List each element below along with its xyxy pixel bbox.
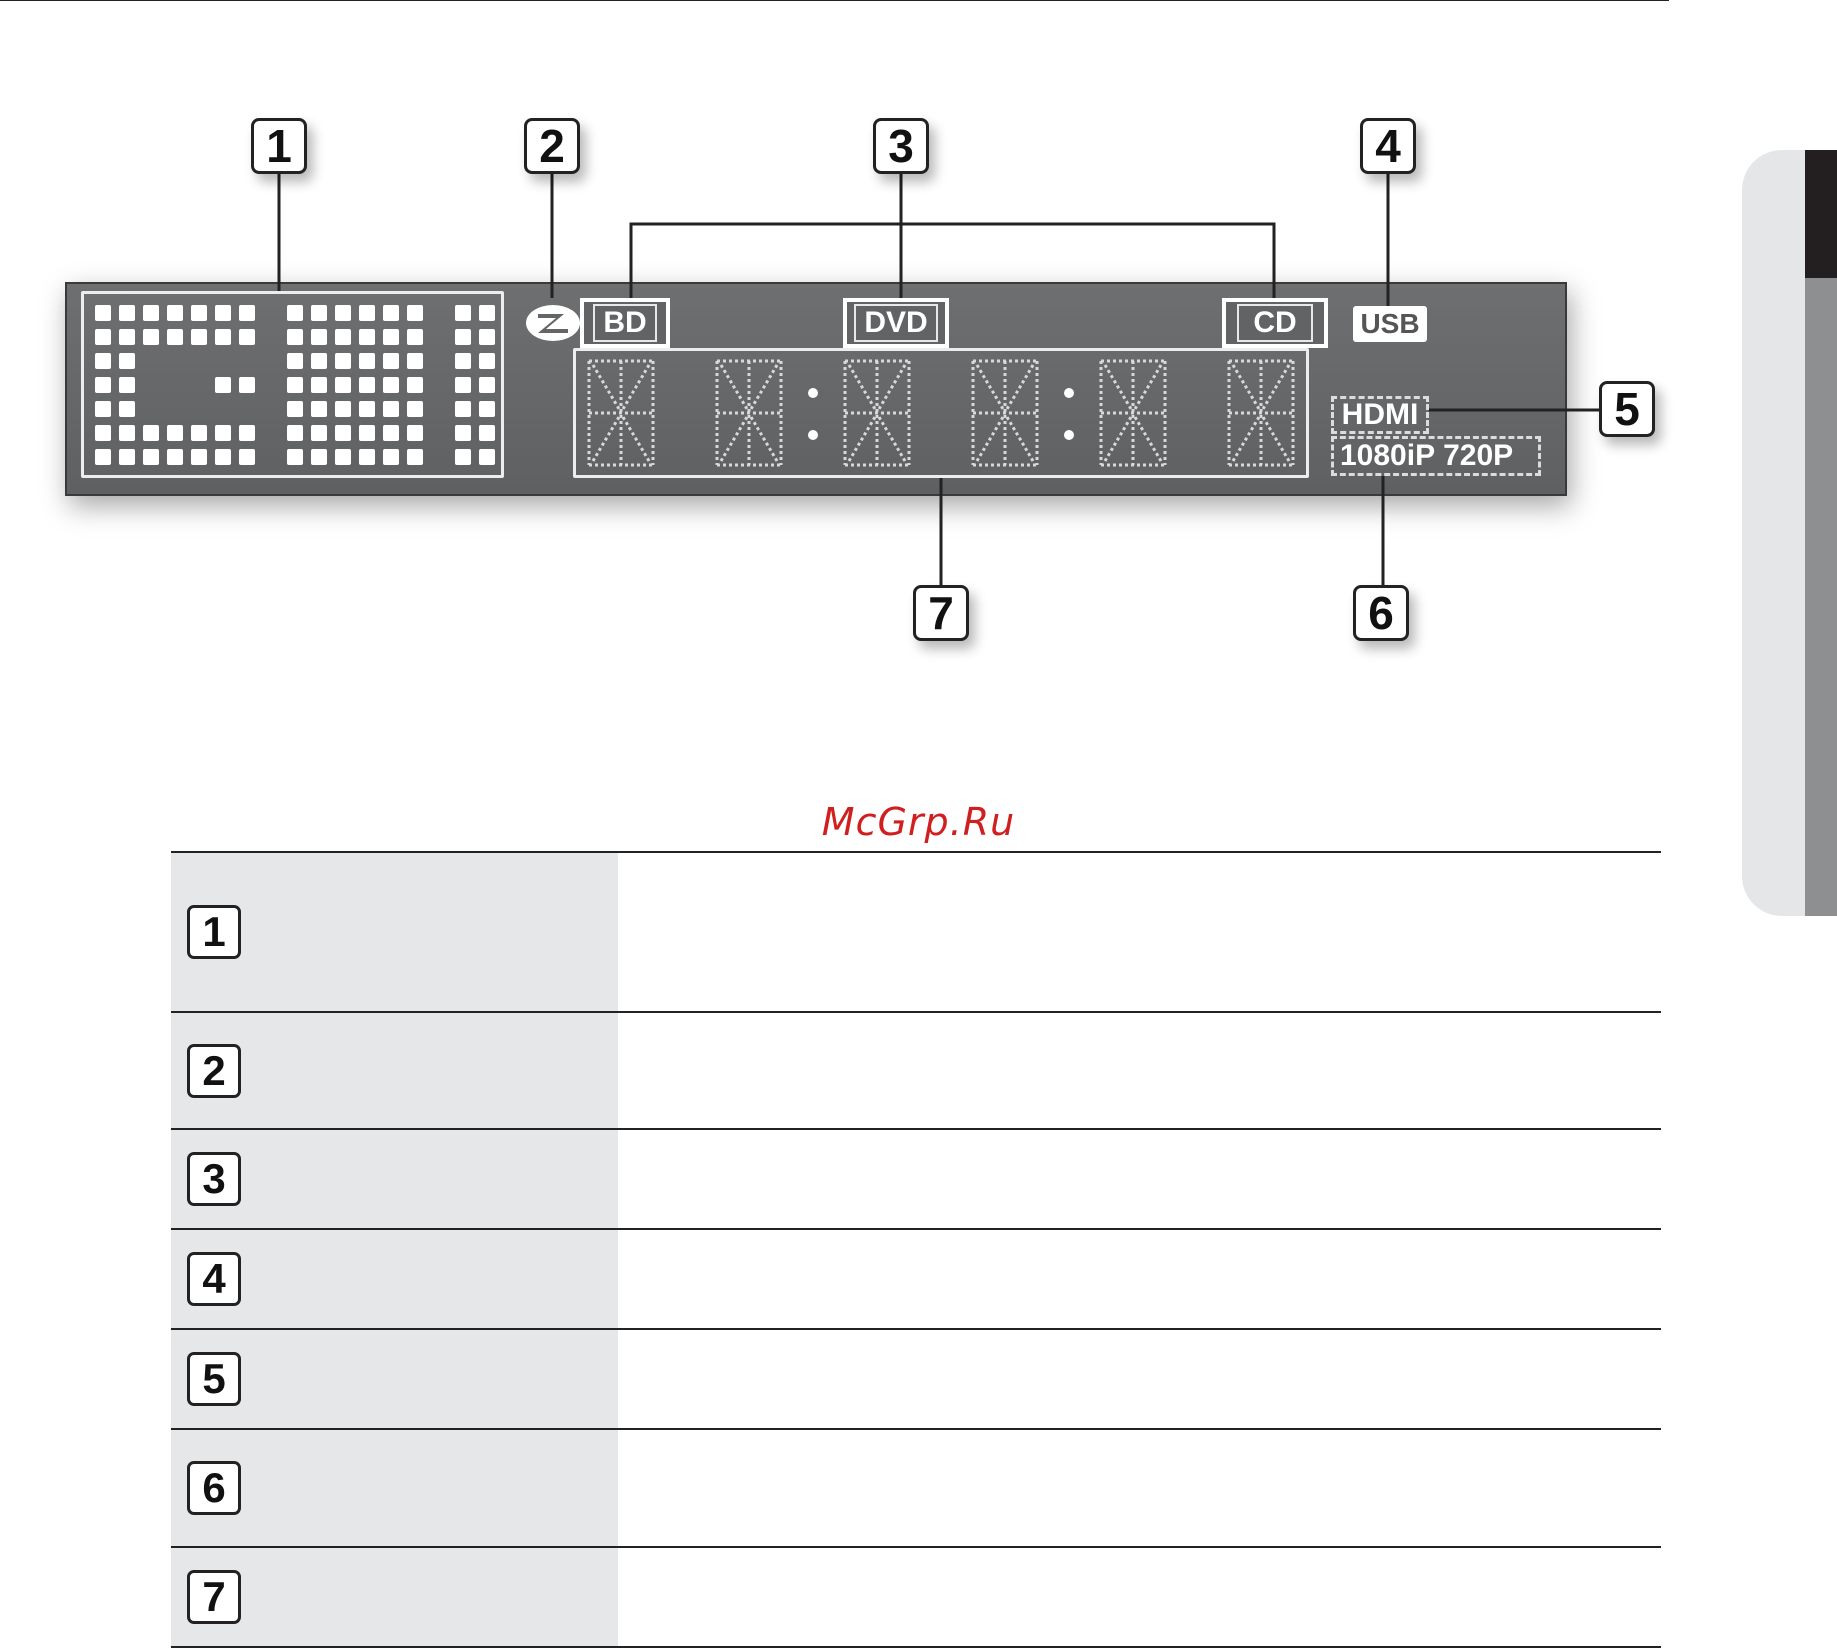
callout-3: 3 bbox=[873, 118, 929, 174]
table-row bbox=[171, 1430, 1661, 1548]
table-row bbox=[171, 1330, 1661, 1430]
callout-4: 4 bbox=[1360, 118, 1416, 174]
res-720-label: 720P bbox=[1443, 439, 1514, 472]
dvd-label: DVD bbox=[854, 304, 937, 342]
side-bar-marker bbox=[1805, 150, 1837, 278]
callout-7: 7 bbox=[913, 585, 969, 641]
table-key-cell bbox=[171, 1548, 618, 1646]
bd-indicator bbox=[580, 298, 670, 348]
table-desc-cell bbox=[618, 1230, 1661, 1328]
resolution-indicator bbox=[1331, 436, 1541, 476]
callout-2: 2 bbox=[524, 118, 580, 174]
bd-label: BD bbox=[593, 304, 656, 342]
table-key-cell bbox=[171, 1330, 618, 1428]
table-key-cell bbox=[171, 853, 618, 1011]
res-1080-label: 1080iP bbox=[1340, 439, 1436, 472]
row-callout: 4 bbox=[187, 1252, 241, 1306]
table-desc-cell bbox=[618, 1548, 1661, 1646]
table-desc-cell bbox=[618, 1330, 1661, 1428]
row-callout: 1 bbox=[187, 905, 241, 959]
hdmi-indicator: HDMI bbox=[1331, 396, 1429, 434]
table-key-cell bbox=[171, 1013, 618, 1128]
row-callout: 7 bbox=[187, 1570, 241, 1624]
table-desc-cell bbox=[618, 1130, 1661, 1228]
top-rule bbox=[0, 0, 1669, 1]
row-callout: 3 bbox=[187, 1152, 241, 1206]
table-key-cell bbox=[171, 1130, 618, 1228]
row-callout: 5 bbox=[187, 1352, 241, 1406]
watermark: McGrp.Ru bbox=[821, 800, 1016, 844]
table-desc-cell bbox=[618, 1013, 1661, 1128]
callout-6: 6 bbox=[1353, 585, 1409, 641]
usb-indicator: USB bbox=[1353, 306, 1427, 342]
segment-display-frame bbox=[573, 348, 1309, 478]
disc-icon bbox=[524, 303, 582, 343]
table-desc-cell bbox=[618, 853, 1661, 1011]
table-row bbox=[171, 1548, 1661, 1648]
table-row bbox=[171, 1013, 1661, 1130]
table-row bbox=[171, 853, 1661, 1013]
table-desc-cell bbox=[618, 1430, 1661, 1546]
cd-label: CD bbox=[1237, 304, 1312, 342]
row-callout: 2 bbox=[187, 1044, 241, 1098]
table-row bbox=[171, 1130, 1661, 1230]
callout-5: 5 bbox=[1599, 381, 1655, 437]
row-callout: 6 bbox=[187, 1461, 241, 1515]
dvd-indicator bbox=[843, 298, 949, 348]
cd-indicator bbox=[1222, 298, 1328, 348]
table-key-cell bbox=[171, 1230, 618, 1328]
table-key-cell bbox=[171, 1430, 618, 1546]
dot-matrix-frame bbox=[81, 291, 504, 478]
table-row bbox=[171, 1230, 1661, 1330]
callout-1: 1 bbox=[251, 118, 307, 174]
legend-table bbox=[171, 851, 1661, 1648]
